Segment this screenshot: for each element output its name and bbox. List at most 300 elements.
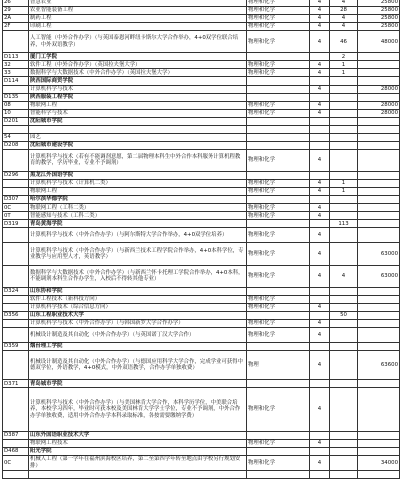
cell-name: 计算机科学技术（综合信息方向）: [29, 303, 247, 311]
cell-tuition: 25800: [358, 23, 400, 31]
cell-plan-count: 4: [310, 204, 330, 212]
cell-plan-count: [310, 117, 330, 125]
cell-code: D324: [3, 287, 29, 295]
cell-code: 26: [3, 0, 29, 7]
cell-plan-count: 4: [310, 351, 330, 380]
cell-tuition: 28000: [358, 85, 400, 93]
cell-code: D114: [3, 77, 29, 85]
cell-subject: [247, 53, 310, 61]
cell-subject: 物理和化学: [247, 388, 310, 431]
cell-subject: 物理和化学: [247, 31, 310, 53]
cell-years: [330, 228, 358, 243]
cell-name: 物联网工程: [29, 101, 247, 109]
cell-plan-count: 4: [310, 455, 330, 470]
school-row: [3, 53, 400, 61]
cell-tuition: [358, 77, 400, 85]
school-row: [3, 77, 400, 85]
cell-code: 10: [3, 109, 29, 117]
cell-code: [3, 470, 29, 478]
major-row: [3, 180, 400, 188]
cell-years: [330, 388, 358, 431]
major-row: [3, 101, 400, 109]
cell-subject: 物理和化学: [247, 327, 310, 342]
cell-subject: 物理和化学: [247, 265, 310, 287]
admission-plan-table: [2, 0, 400, 479]
cell-subject: 物理和化学: [247, 303, 310, 311]
cell-years: 4: [330, 0, 358, 7]
cell-years: [330, 172, 358, 180]
cell-code: D356: [3, 311, 29, 319]
cell-tuition: [358, 141, 400, 149]
major-row: [3, 327, 400, 342]
cell-years: 28: [330, 7, 358, 15]
cell-years: [330, 295, 358, 303]
cell-plan-count: [310, 172, 330, 180]
cell-subject: 物理和化学: [247, 109, 310, 117]
cell-years: [330, 204, 358, 212]
cell-years: 2: [330, 53, 358, 61]
cell-years: [330, 319, 358, 327]
cell-tuition: 25800: [358, 0, 400, 7]
cell-years: [330, 243, 358, 265]
school-row: [3, 431, 400, 439]
cell-tuition: [358, 133, 400, 141]
cell-name: 陕西国际商贸学院: [29, 77, 247, 85]
major-row: [3, 439, 400, 447]
major-row: [3, 228, 400, 243]
cell-tuition: [358, 439, 400, 447]
major-row: [3, 204, 400, 212]
cell-plan-count: 4: [310, 303, 330, 311]
cell-name: 黑龙江外国语学院: [29, 172, 247, 180]
major-row: [3, 69, 400, 77]
major-row: [3, 31, 400, 53]
school-row: [3, 220, 400, 228]
cell-subject: [247, 77, 310, 85]
cell-subject: 物理和化学: [247, 180, 310, 188]
cell-years: 4: [330, 23, 358, 31]
major-row: [3, 109, 400, 117]
cell-code: 29: [3, 7, 29, 15]
cell-tuition: 63600: [358, 351, 400, 380]
cell-subject: [247, 431, 310, 439]
cell-plan-count: 4: [310, 149, 330, 171]
cell-code: D319: [3, 220, 29, 228]
cell-tuition: [358, 125, 400, 133]
cell-name: 山东外国语职业技术大学: [29, 431, 247, 439]
school-row: [3, 380, 400, 388]
cell-tuition: [358, 53, 400, 61]
cell-years: 1: [330, 69, 358, 77]
cell-code: 33: [3, 69, 29, 77]
cell-tuition: [358, 61, 400, 69]
cell-subject: [247, 380, 310, 388]
cell-name: 青岛黄海学院: [29, 220, 247, 228]
cell-name: 智能感知与技术（工科二类）: [29, 212, 247, 220]
cell-code: [3, 327, 29, 342]
school-row: [3, 117, 400, 125]
cell-code: [3, 303, 29, 311]
major-row: [3, 212, 400, 220]
cell-plan-count: 4: [310, 188, 330, 196]
cell-plan-count: [310, 196, 330, 204]
cell-tuition: 34000: [358, 455, 400, 470]
cell-subject: [247, 141, 310, 149]
cell-code: [3, 388, 29, 431]
cell-plan-count: [310, 53, 330, 61]
cell-years: [330, 287, 358, 295]
cell-years: [330, 133, 358, 141]
cell-tuition: 28000: [358, 101, 400, 109]
cell-years: 50: [330, 311, 358, 319]
cell-years: [330, 212, 358, 220]
major-row: [3, 149, 400, 171]
cell-plan-count: [310, 125, 330, 133]
cell-name: 哈尔滨华德学院: [29, 196, 247, 204]
major-row: [3, 125, 400, 133]
cell-code: [3, 85, 29, 93]
cell-subject: 物理和化学: [247, 243, 310, 265]
cell-name: 软件工程技术（新科技方向）: [29, 295, 247, 303]
cell-code: D359: [3, 343, 29, 351]
cell-name: 智能科学与技术: [29, 109, 247, 117]
cell-code: [3, 149, 29, 171]
cell-name: 山东工程职业技术大学: [29, 311, 247, 319]
table-body: [3, 0, 400, 478]
cell-subject: 物理和化学: [247, 204, 310, 212]
cell-plan-count: [310, 295, 330, 303]
school-row: [3, 287, 400, 295]
cell-years: 1: [330, 188, 358, 196]
cell-years: [330, 93, 358, 101]
cell-code: D468: [3, 447, 29, 455]
cell-code: [3, 228, 29, 243]
school-row: [3, 141, 400, 149]
cell-name: 印刷工程: [29, 23, 247, 31]
cell-tuition: 63000: [358, 265, 400, 287]
cell-name: 计算机科学与技术（中外合作办学）（与美国林肯大学合作，本科学历学位，中美联合培养，本校学习四年，毕业时可获本校及美国林肯大学学士学位，专业不予调剂，中外合作办学单独收费，适用中外合作办学本科录取标准，各按需要缴纳学费）: [29, 388, 247, 431]
cell-name: 计算机科学与技术（若有不能调剂意愿，第二届物理本科生中外合作本科服务计算机程教育的教学，学历毕业，专业不予调剂）: [29, 149, 247, 171]
cell-plan-count: [310, 343, 330, 351]
cell-tuition: [358, 117, 400, 125]
cell-subject: 物理和化学: [247, 101, 310, 109]
cell-years: 1: [330, 180, 358, 188]
cell-subject: [247, 287, 310, 295]
cell-code: [3, 180, 29, 188]
major-row: [3, 265, 400, 287]
cell-code: 0T: [3, 212, 29, 220]
cell-tuition: [358, 180, 400, 188]
cell-tuition: [358, 319, 400, 327]
cell-code: [3, 265, 29, 287]
school-row: [3, 311, 400, 319]
cell-name: 机械设计制造及其自动化（中外合作办学）（与英国诺丁汉大学合作）: [29, 327, 247, 342]
major-row: [3, 188, 400, 196]
major-row: [3, 388, 400, 431]
cell-years: [330, 455, 358, 470]
cell-code: [3, 125, 29, 133]
cell-name: 陕西服装工程学院: [29, 93, 247, 101]
cell-plan-count: 4: [310, 109, 330, 117]
cell-name: 计算机科学与技术（中外合作办学）（与新西兰技术工程学院合作举办，4+0本科学位，专业教学与应用型人才，英语教学）: [29, 243, 247, 265]
cell-plan-count: 4: [310, 327, 330, 342]
cell-tuition: [358, 470, 400, 478]
cell-plan-count: 4: [310, 265, 330, 287]
cell-name: 山东协和学院: [29, 287, 247, 295]
cell-tuition: [358, 447, 400, 455]
cell-years: 4: [330, 265, 358, 287]
cell-name: 计算机科学与技术（中外合作办学）（与阿尔斯特大学合作举办，4+0双学位培养）: [29, 228, 247, 243]
cell-tuition: [358, 287, 400, 295]
cell-subject: 物理和化学: [247, 228, 310, 243]
cell-tuition: [358, 295, 400, 303]
cell-code: [3, 31, 29, 53]
cell-name: 机械人工程（第一学年在福州滨海校区培养，第二至第四学年转至地点由学校另行规划安排）: [29, 455, 247, 470]
cell-plan-count: [310, 380, 330, 388]
cell-name: 智慧农业: [29, 0, 247, 7]
school-row: [3, 172, 400, 180]
cell-years: [330, 431, 358, 439]
cell-years: [330, 351, 358, 380]
cell-subject: [247, 311, 310, 319]
major-row: [3, 303, 400, 311]
cell-name: 园艺: [29, 133, 247, 141]
cell-subject: 物理和化学: [247, 15, 310, 23]
cell-name: 物联网工程（工科二类）: [29, 204, 247, 212]
cell-name: 物联网工程技术: [29, 439, 247, 447]
cell-plan-count: [310, 287, 330, 295]
cell-code: D201: [3, 117, 29, 125]
cell-code: 2A: [3, 15, 29, 23]
cell-years: [330, 125, 358, 133]
cell-tuition: [358, 93, 400, 101]
cell-tuition: 63000: [358, 243, 400, 265]
cell-code: [3, 188, 29, 196]
major-row: [3, 455, 400, 470]
cell-plan-count: [310, 77, 330, 85]
cell-tuition: [358, 220, 400, 228]
cell-subject: [247, 125, 310, 133]
cell-years: [330, 470, 358, 478]
cell-code: 2F: [3, 23, 29, 31]
cell-plan-count: [310, 93, 330, 101]
major-row: [3, 295, 400, 303]
cell-subject: [247, 343, 310, 351]
cell-tuition: [358, 380, 400, 388]
cell-tuition: [358, 388, 400, 431]
cell-name: 计算机科学与技术（中外合作办学）（与韩国新罗大学合作办学）: [29, 319, 247, 327]
cell-tuition: [358, 172, 400, 180]
cell-subject: 物理和化学: [247, 212, 310, 220]
cell-code: D113: [3, 53, 29, 61]
major-row: [3, 319, 400, 327]
cell-plan-count: 4: [310, 7, 330, 15]
cell-name: 数据科学与大数据技术（中外合作办学）（英国拉夫堡大学）: [29, 69, 247, 77]
cell-name: [29, 470, 247, 478]
cell-plan-count: 4: [310, 69, 330, 77]
school-row: [3, 447, 400, 455]
cell-subject: 物理和化学: [247, 439, 310, 447]
cell-subject: [247, 196, 310, 204]
major-row: [3, 351, 400, 380]
cell-years: [330, 117, 358, 125]
cell-subject: [247, 470, 310, 478]
cell-tuition: [358, 228, 400, 243]
cell-plan-count: [310, 141, 330, 149]
cell-tuition: [358, 149, 400, 171]
cell-tuition: 25800: [358, 15, 400, 23]
major-row: [3, 85, 400, 93]
cell-code: 0C: [3, 455, 29, 470]
cell-years: 4: [330, 15, 358, 23]
cell-subject: [247, 85, 310, 93]
cell-code: D296: [3, 172, 29, 180]
cell-plan-count: 4: [310, 228, 330, 243]
cell-years: [330, 343, 358, 351]
cell-plan-count: [310, 311, 330, 319]
cell-subject: 物理和化学: [247, 0, 310, 7]
cell-subject: 物理和化学: [247, 7, 310, 15]
cell-plan-count: 4: [310, 319, 330, 327]
cell-years: [330, 196, 358, 204]
cell-tuition: [358, 431, 400, 439]
cell-plan-count: 4: [310, 180, 330, 188]
cell-subject: 物理: [247, 351, 310, 380]
cell-code: 32: [3, 61, 29, 69]
cell-tuition: [358, 188, 400, 196]
cell-tuition: 28000: [358, 109, 400, 117]
cell-name: 计算机科学与技术（计算机二类）: [29, 180, 247, 188]
cell-code: [3, 243, 29, 265]
major-row: [3, 23, 400, 31]
cell-years: [330, 380, 358, 388]
cell-plan-count: 4: [310, 61, 330, 69]
cell-name: 烟台理工学院: [29, 343, 247, 351]
cell-name: 阳光学院: [29, 447, 247, 455]
cell-subject: 物理和化学: [247, 295, 310, 303]
cell-years: 113: [330, 220, 358, 228]
major-row: [3, 243, 400, 265]
cell-years: [330, 149, 358, 171]
cell-subject: [247, 133, 310, 141]
cell-years: [330, 327, 358, 342]
cell-name: 物联网工程: [29, 188, 247, 196]
cell-subject: 物理和化学: [247, 23, 310, 31]
cell-subject: [247, 117, 310, 125]
cell-years: [330, 77, 358, 85]
cell-plan-count: 4: [310, 388, 330, 431]
major-row: [3, 133, 400, 141]
cell-plan-count: [310, 133, 330, 141]
cell-subject: [247, 93, 310, 101]
cell-years: [330, 109, 358, 117]
cell-years: [330, 303, 358, 311]
cell-tuition: [358, 204, 400, 212]
cell-plan-count: 4: [310, 439, 330, 447]
cell-tuition: [358, 196, 400, 204]
cell-plan-count: 4: [310, 212, 330, 220]
school-row: [3, 343, 400, 351]
cell-plan-count: [310, 220, 330, 228]
cell-name: 软件工程（中外合作办学）（英国拉夫堡大学）: [29, 61, 247, 69]
cell-years: 46: [330, 31, 358, 53]
cell-name: 农业智能装备工程: [29, 7, 247, 15]
cell-code: D307: [3, 196, 29, 204]
cell-tuition: [358, 303, 400, 311]
school-row: [3, 93, 400, 101]
cell-code: D387: [3, 431, 29, 439]
cell-name: 机械设计制造及其自动化（中外合作办学）（与德国应用科学大学合作，完成学业可获得中德双学位，外语教学，4+0模式，中外双语教学，合作办学单独收费）: [29, 351, 247, 380]
cell-plan-count: 4: [310, 101, 330, 109]
cell-years: [330, 439, 358, 447]
cell-years: 1: [330, 61, 358, 69]
school-row: [3, 196, 400, 204]
cell-name: 制药工程: [29, 15, 247, 23]
cell-code: [3, 319, 29, 327]
cell-code: [3, 295, 29, 303]
cell-code: D208: [3, 141, 29, 149]
cell-plan-count: 4: [310, 31, 330, 53]
cell-plan-count: [310, 470, 330, 478]
cell-plan-count: [310, 447, 330, 455]
cell-subject: 物理和化学: [247, 188, 310, 196]
cell-name: 厦门工学院: [29, 53, 247, 61]
cell-name: [29, 125, 247, 133]
cell-plan-count: 4: [310, 15, 330, 23]
cell-name: 沈阳城市建设学院: [29, 141, 247, 149]
cell-name: 人工智能（中外合作办学）（与英国泰恩河畔纽卡斯尔大学合作举办，4+0双学位联合培养，中外双语教学）: [29, 31, 247, 53]
cell-code: [3, 439, 29, 447]
cell-code: 54: [3, 133, 29, 141]
cell-subject: 物理和化学: [247, 61, 310, 69]
cell-tuition: [358, 69, 400, 77]
cell-subject: 物理和化学: [247, 319, 310, 327]
cell-name: 沈阳城市学院: [29, 117, 247, 125]
cell-subject: 物理和化学: [247, 149, 310, 171]
cell-subject: 物理和化学: [247, 455, 310, 470]
cell-plan-count: 4: [310, 243, 330, 265]
cell-code: D135: [3, 93, 29, 101]
major-row: [3, 470, 400, 478]
cell-subject: [247, 220, 310, 228]
cell-years: [330, 85, 358, 93]
cell-subject: 物理和化学: [247, 69, 310, 77]
cell-subject: [247, 172, 310, 180]
cell-code: D371: [3, 380, 29, 388]
cell-tuition: 25800: [358, 7, 400, 15]
cell-years: [330, 141, 358, 149]
cell-name: 数据科学与大数据技术（中外合作办学）（与新西兰怀卡托理工学院合作举办，4+0本科，不能调剂本科生合作办学生，入校后不得转其他专业）: [29, 265, 247, 287]
major-row: [3, 7, 400, 15]
cell-plan-count: 4: [310, 23, 330, 31]
cell-plan-count: 4: [310, 85, 330, 93]
cell-tuition: [358, 311, 400, 319]
cell-subject: [247, 447, 310, 455]
cell-code: 0C: [3, 204, 29, 212]
cell-years: [330, 447, 358, 455]
cell-code: [3, 351, 29, 380]
cell-tuition: [358, 212, 400, 220]
cell-tuition: [358, 327, 400, 342]
cell-tuition: [358, 343, 400, 351]
cell-plan-count: [310, 431, 330, 439]
cell-plan-count: 4: [310, 0, 330, 7]
major-row: [3, 61, 400, 69]
cell-name: 计算机科学与技术: [29, 85, 247, 93]
cell-tuition: 48000: [358, 31, 400, 53]
cell-years: [330, 101, 358, 109]
cell-name: 青岛城市学院: [29, 380, 247, 388]
